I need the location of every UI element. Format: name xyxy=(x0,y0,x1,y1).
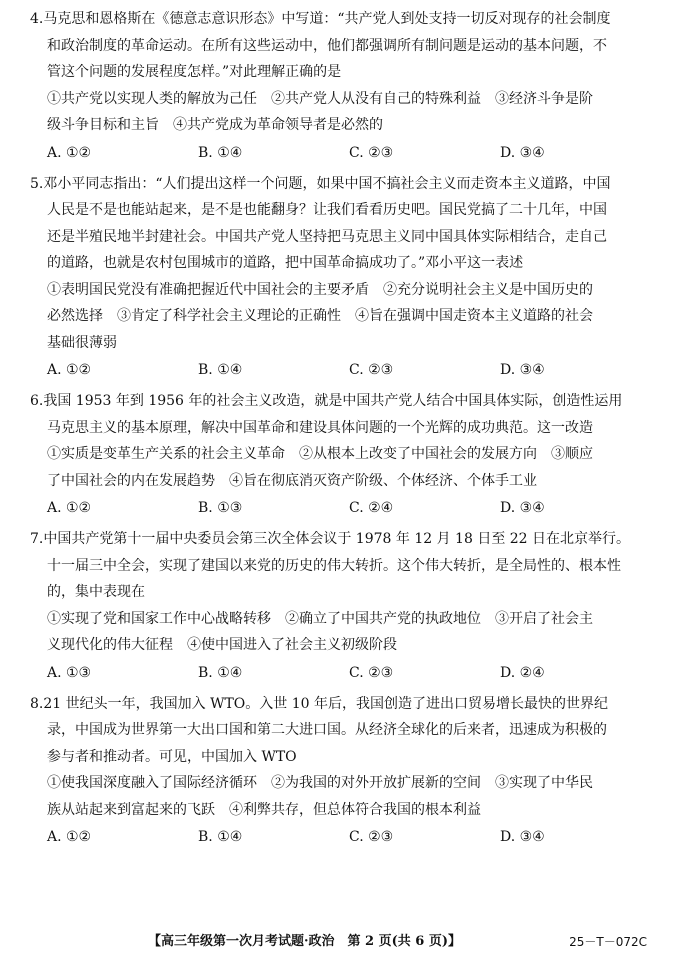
question-stem: 6.我国 1953 年到 1956 年的社会主义改造，就是中国共产党人结合中国具体实际，创造性运用 xyxy=(30,393,623,409)
answer-option[interactable]: A. ①② xyxy=(47,500,92,516)
answer-options xyxy=(30,494,651,522)
answer-option[interactable]: B. ①④ xyxy=(198,829,243,845)
answer-option[interactable]: C. ②③ xyxy=(349,144,394,161)
answer-option[interactable]: C. ②③ xyxy=(349,829,394,845)
answer-options xyxy=(30,823,651,851)
question-4 xyxy=(30,6,651,167)
question-text-line: 还是半殖民地半封建社会。中国共产党人坚持把马克思主义同中国具体实际相结合，走自己 xyxy=(47,228,607,245)
answer-option[interactable]: D. ②④ xyxy=(500,664,545,681)
answer-option[interactable]: A. ①② xyxy=(47,362,92,378)
answer-option[interactable]: D. ③④ xyxy=(500,829,545,845)
answer-option[interactable]: D. ③④ xyxy=(500,500,545,516)
footer-code: 25－T－072C xyxy=(569,935,647,949)
answer-option[interactable]: A. ①② xyxy=(47,144,92,161)
question-text-line: ①表明国民党没有准确把握近代中国社会的主要矛盾 ②充分说明社会主义是中国历史的 xyxy=(47,281,593,298)
question-stem: 4.马克思和恩格斯在《德意志意识形态》中写道：“共产党人到处支持一切反对现存的社会制度 xyxy=(30,11,611,27)
question-text-line: 人民是不是也能站起来，是不是也能翻身？让我们看看历史吧。国民党搞了二十几年，中国 xyxy=(47,202,607,218)
answer-option[interactable]: B. ①④ xyxy=(198,362,243,378)
answer-option[interactable]: B. ①④ xyxy=(198,144,243,161)
answer-options xyxy=(30,659,651,687)
question-text-line: 义现代化的伟大征程 ④使中国进入了社会主义初级阶段 xyxy=(47,637,397,653)
answer-option[interactable]: C. ②④ xyxy=(349,500,394,516)
question-text-line: 管这个问题的发展程度怎样。”对此理解正确的是 xyxy=(47,64,342,80)
question-text-line: 十一届三中全会，实现了建国以来党的历史的伟大转折。这个伟大转折，是全局性的、根本性 xyxy=(47,557,621,574)
question-text-line: 基础很薄弱 xyxy=(47,334,117,351)
question-text-line: ①实质是变革生产关系的社会主义革命 ②从根本上改变了中国社会的发展方向 ③顺应 xyxy=(47,446,593,462)
answer-option[interactable]: B. ①③ xyxy=(198,500,243,516)
question-list xyxy=(30,0,651,851)
question-stem: 5.邓小平同志指出：“人们提出这样一个问题，如果中国不搞社会主义而走资本主义道路，中国 xyxy=(30,175,611,192)
answer-option[interactable]: C. ②③ xyxy=(349,664,394,681)
question-text-line: 马克思主义的基本原理，解决中国革命和建设具体问题的一个光辉的成功典范。这一改造 xyxy=(47,419,593,436)
question-text-line: 级斗争目标和主旨 ④共产党成为革命领导者是必然的 xyxy=(47,117,383,133)
page-footer xyxy=(0,932,677,952)
question-text-line: ①实现了党和国家工作中心战略转移 ②确立了中国共产党的执政地位 ③开启了社会主 xyxy=(47,610,593,627)
question-text-line: 参与者和推动者。可见，中国加入 WTO xyxy=(47,748,297,765)
answer-option[interactable]: A. ①② xyxy=(47,829,92,845)
answer-option[interactable]: B. ①④ xyxy=(198,664,243,681)
question-stem: 8.21 世纪头一年，我国加入 WTO。入世 10 年后，我国创造了进出口贸易增长最快的世界纪 xyxy=(30,695,608,712)
question-6 xyxy=(30,388,651,522)
question-text-line: ①共产党以实现人类的解放为己任 ②共产党人从没有自己的特殊利益 ③经济斗争是阶 xyxy=(47,90,593,107)
question-text-line: 的，集中表现在 xyxy=(47,584,145,600)
question-7 xyxy=(30,526,651,687)
answer-option[interactable]: D. ③④ xyxy=(500,144,545,161)
answer-options xyxy=(30,356,651,384)
question-text-line: 族从站起来到富起来的飞跃 ④利弊共存，但总体符合我国的根本利益 xyxy=(47,801,481,818)
question-text-line: 了中国社会的内在发展趋势 ④旨在彻底消灭资产阶级、个体经济、个体手工业 xyxy=(47,472,537,489)
question-text-line: ①使我国深度融入了国际经济循环 ②为我国的对外开放扩展新的空间 ③实现了中华民 xyxy=(47,775,593,791)
question-text-line: 必然选择 ③肯定了科学社会主义理论的正确性 ④旨在强调中国走资本主义道路的社会 xyxy=(47,308,593,324)
footer-title: 【高三年级第一次月考试题·政治 第 2 页(共 6 页)】 xyxy=(148,934,462,949)
answer-option[interactable]: C. ②③ xyxy=(349,362,394,378)
answer-option[interactable]: A. ①③ xyxy=(47,664,92,681)
question-5 xyxy=(30,171,651,385)
question-text-line: 录，中国成为世界第一大出口国和第二大进口国。从经济全球化的后来者，迅速成为积极的 xyxy=(47,722,607,738)
answer-option[interactable]: D. ③④ xyxy=(500,362,545,378)
question-text-line: 和政治制度的革命运动。在所有这些运动中，他们都强调所有制问题是运动的基本问题，不 xyxy=(47,37,607,54)
answer-options xyxy=(30,139,651,167)
question-stem: 7.中国共产党第十一届中央委员会第三次全体会议于 1978 年 12 月 18 日至 22 日在北京举行。 xyxy=(30,531,631,547)
question-8 xyxy=(30,691,651,852)
question-text-line: 的道路，也就是农村包围城市的道路，把中国革命搞成功了。”邓小平这一表述 xyxy=(47,255,524,271)
